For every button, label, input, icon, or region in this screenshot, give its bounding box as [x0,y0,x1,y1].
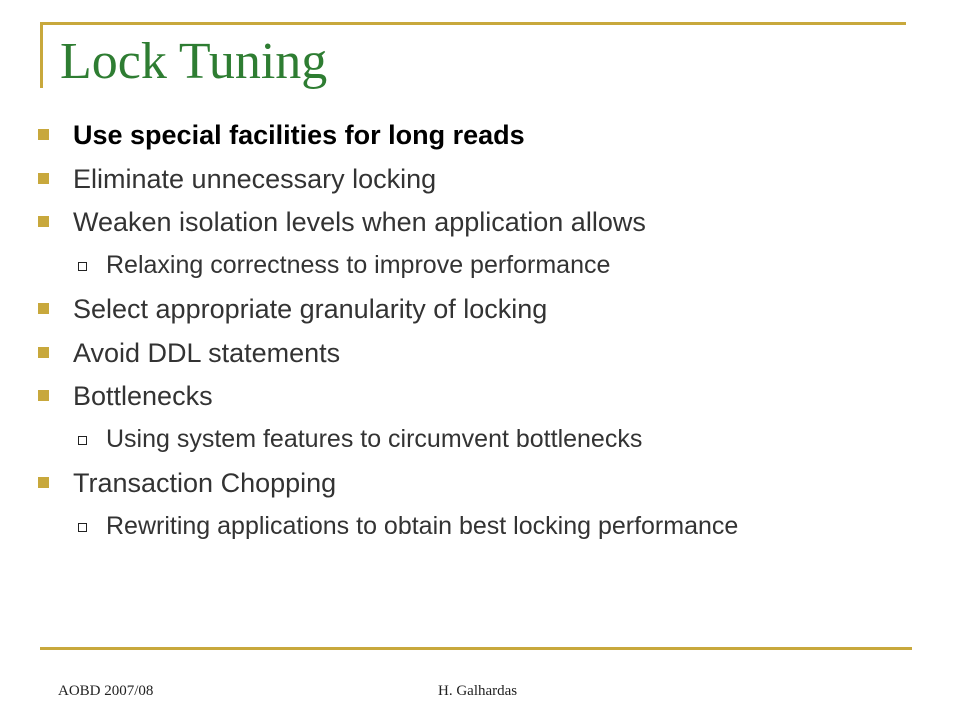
slide-title: Lock Tuning [60,33,328,90]
sub-bullet-square-icon [78,262,87,271]
sub-bullet-item: Using system features to circumvent bottlenecks [106,425,643,453]
bullet-square-icon [38,347,49,358]
frame-left-line [40,22,43,88]
bullet-item: Use special facilities for long reads [73,120,525,150]
sub-bullet-item: Rewriting applications to obtain best locking performance [106,512,739,540]
bullet-square-icon [38,129,49,140]
bullet-item: Transaction Chopping [73,468,337,498]
bullet-item: Bottlenecks [73,381,213,411]
sub-bullet-square-icon [78,436,87,445]
bullet-square-icon [38,216,49,227]
footer-author: H. Galhardas [438,683,518,699]
bullet-item: Eliminate unnecessary locking [73,164,437,194]
sub-bullet-item: Relaxing correctness to improve performance [106,251,611,279]
bullet-square-icon [38,173,49,184]
bullet-item: Select appropriate granularity of locking [73,294,548,324]
frame-top-line [40,22,906,25]
bullet-square-icon [38,477,49,488]
bullet-square-icon [38,303,49,314]
bullet-item: Avoid DDL statements [73,338,341,368]
sub-bullet-square-icon [78,523,87,532]
bullet-item: Weaken isolation levels when application allows [73,207,646,237]
bullet-square-icon [38,390,49,401]
footer-course: AOBD 2007/08 [58,683,154,699]
frame-bottom-line [40,647,912,650]
